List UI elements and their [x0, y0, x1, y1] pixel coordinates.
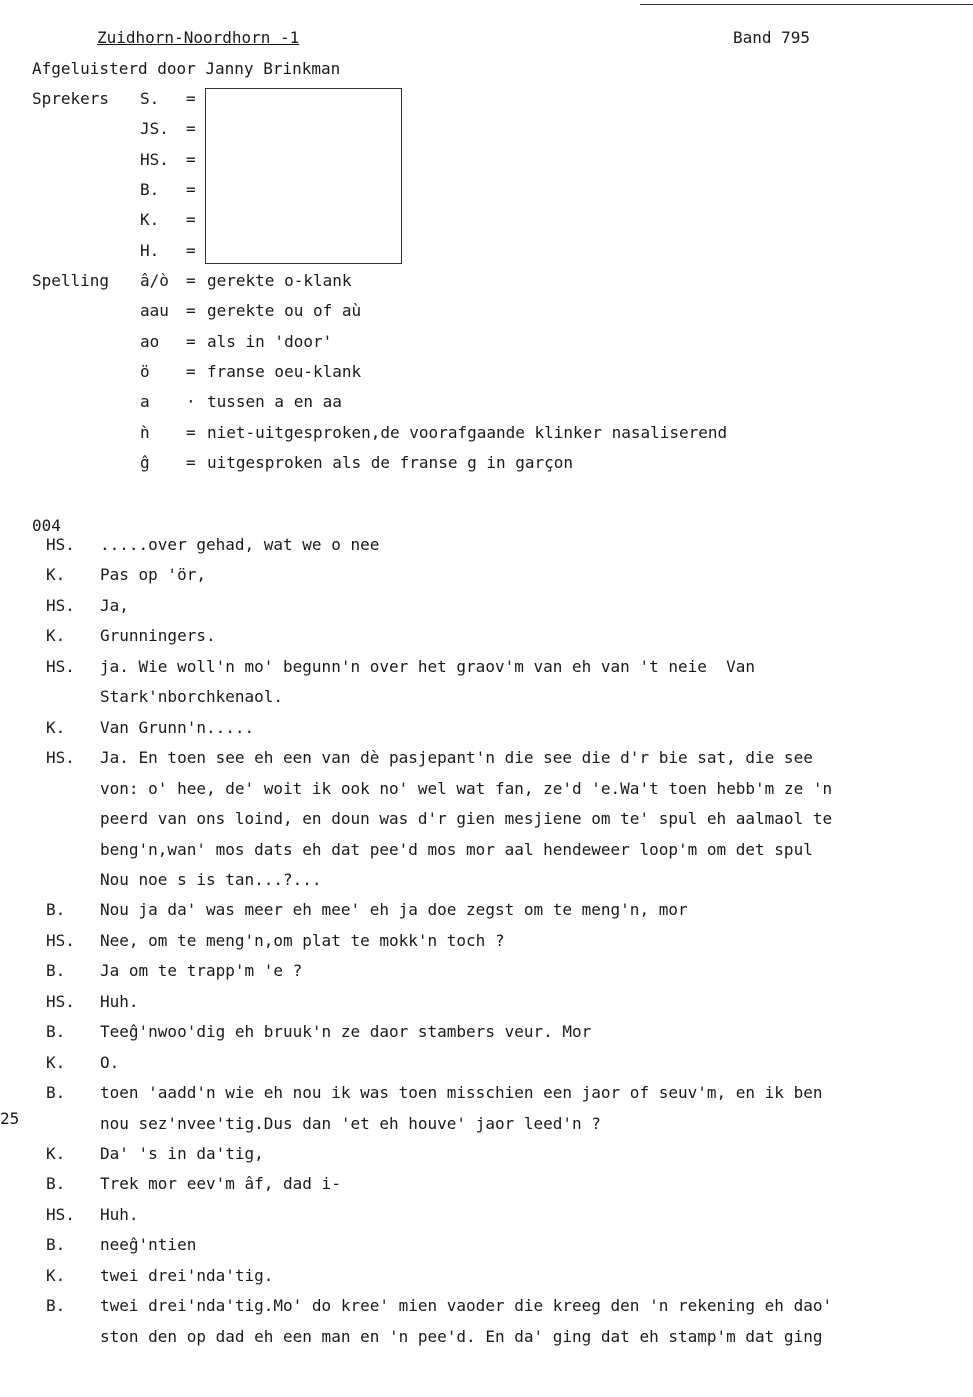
speaker-code: H. [140, 240, 160, 260]
utterance-line: Huh. [100, 1204, 139, 1224]
speaker-label: B. [46, 1296, 66, 1316]
utterance-line: Nou noe s is tan...?... [100, 869, 322, 889]
utterance-line: neeĝ'ntien [100, 1235, 197, 1255]
speaker-label: B. [46, 1235, 66, 1255]
speaker-code: S. [140, 89, 160, 108]
tape-counter: 004 [32, 516, 61, 535]
utterance-line: Stark'nborchkenaol. [100, 687, 284, 707]
spelling-description: niet-uitgesproken,de voorafgaande klinker nasaliserend [207, 422, 728, 442]
utterance-line: ston den op dad eh een man en 'n pee'd. En da' ging dat eh stamp'm dat ging [100, 1326, 823, 1346]
speaker-code: HS. [140, 149, 169, 169]
utterance-line: Teeĝ'nwoo'dig eh bruuk'n ze daor stambers veur. Mor [100, 1022, 592, 1042]
spelling-label: Spelling [32, 271, 110, 290]
speakers-box [205, 88, 402, 264]
utterance-line: nou sez'nvee'tig.Dus dan 'et eh houve' jaor leed'n ? [100, 1113, 601, 1133]
speaker-code: JS. [140, 119, 169, 139]
spelling-description: uitgesproken als de franse g in garçon [207, 452, 574, 472]
speaker-label: HS. [46, 535, 75, 554]
spelling-code: a [140, 392, 150, 412]
utterance-line: von: o' hee, de' woit ik ook no' wel wat fan, ze'd 'e.Wa't toen hebb'm ze 'n [100, 778, 833, 798]
speaker-code: B. [140, 179, 160, 199]
speaker-label: K. [46, 626, 66, 646]
utterance-line: Ja om te trapp'm 'e ? [100, 961, 303, 981]
utterance-line: Huh. [100, 991, 139, 1011]
spelling-description: als in 'door' [207, 331, 333, 351]
speaker-label: B. [46, 900, 66, 920]
speaker-label: HS. [46, 748, 75, 768]
speaker-equals: = [186, 89, 196, 108]
utterance-line: .....over gehad, wat we o nee [100, 535, 380, 554]
utterance-line: toen 'aadd'n wie eh nou ik was toen misschien een jaor of seuv'm, en ik ben [100, 1083, 823, 1103]
utterance-line: twei drei'nda'tig. [100, 1265, 274, 1285]
speaker-label: K. [46, 717, 66, 737]
speaker-equals: = [186, 210, 196, 230]
speakers-label: Sprekers [32, 89, 110, 108]
spelling-equals: = [186, 361, 196, 381]
spelling-description: franse oeu-klank [207, 361, 362, 381]
spelling-description: gerekte ou of aù [207, 301, 362, 321]
utterance-line: Grunningers. [100, 626, 216, 646]
speaker-label: HS. [46, 656, 75, 676]
spelling-equals: = [186, 271, 196, 290]
top-rule [640, 4, 973, 5]
spelling-code: ǹ [140, 422, 150, 442]
spelling-equals: · [186, 392, 196, 412]
speaker-code: K. [140, 210, 160, 230]
spelling-code: ö [140, 361, 150, 381]
document-title: Zuidhorn-Noordhorn -1 [97, 28, 300, 47]
utterance-line: Pas op 'ör, [100, 565, 206, 585]
speaker-equals: = [186, 179, 196, 199]
spelling-code: ao [140, 331, 160, 351]
spelling-description: tussen a en aa [207, 392, 342, 412]
spelling-equals: = [186, 422, 196, 442]
utterance-line: Nee, om te meng'n,om plat te mokk'n toch ? [100, 930, 505, 950]
speaker-equals: = [186, 119, 196, 139]
utterance-line: Trek mor eev'm âf, dad i- [100, 1174, 341, 1194]
speaker-label: K. [46, 1052, 66, 1072]
speaker-label: B. [46, 1022, 66, 1042]
speaker-label: HS. [46, 1204, 75, 1224]
utterance-line: Ja. En toen see eh een van dè pasjepant'n die see die d'r bie sat, die see [100, 748, 813, 768]
speaker-equals: = [186, 240, 196, 260]
utterance-line: Ja, [100, 595, 129, 615]
speaker-label: HS. [46, 991, 75, 1011]
speaker-label: HS. [46, 595, 75, 615]
speaker-label: B. [46, 1174, 66, 1194]
speaker-label: B. [46, 961, 66, 981]
spelling-code: â/ò [140, 271, 169, 290]
listened-by: Afgeluisterd door Janny Brinkman [32, 59, 341, 78]
utterance-line: ja. Wie woll'n mo' begunn'n over het graov'm van eh van 't neie Van [100, 656, 756, 676]
utterance-line: Da' 's in da'tig, [100, 1144, 264, 1163]
spelling-code: aau [140, 301, 169, 321]
band-number: Band 795 [733, 28, 811, 47]
utterance-line: Nou ja da' was meer eh mee' eh ja doe zegst om te meng'n, mor [100, 900, 688, 920]
spelling-equals: = [186, 301, 196, 321]
speaker-label: HS. [46, 930, 75, 950]
speaker-equals: = [186, 149, 196, 169]
utterance-line: beng'n,wan' mos dats eh dat pee'd mos mor aal hendeweer loop'm om det spul [100, 839, 813, 859]
spelling-code: ĝ [140, 452, 150, 472]
margin-number: 25 [0, 1109, 20, 1128]
speaker-label: K. [46, 565, 66, 585]
spelling-description: gerekte o-klank [207, 271, 352, 290]
utterance-line: peerd van ons loind, en doun was d'r gien mesjiene om te' spul eh aalmaol te [100, 809, 833, 829]
utterance-line: O. [100, 1052, 120, 1072]
utterance-line: Van Grunn'n..... [100, 717, 255, 737]
speaker-label: B. [46, 1083, 66, 1103]
spelling-equals: = [186, 452, 196, 472]
speaker-label: K. [46, 1265, 66, 1285]
speaker-label: K. [46, 1144, 66, 1163]
utterance-line: twei drei'nda'tig.Mo' do kree' mien vaoder die kreeg den 'n rekening eh dao' [100, 1296, 833, 1316]
spelling-equals: = [186, 331, 196, 351]
